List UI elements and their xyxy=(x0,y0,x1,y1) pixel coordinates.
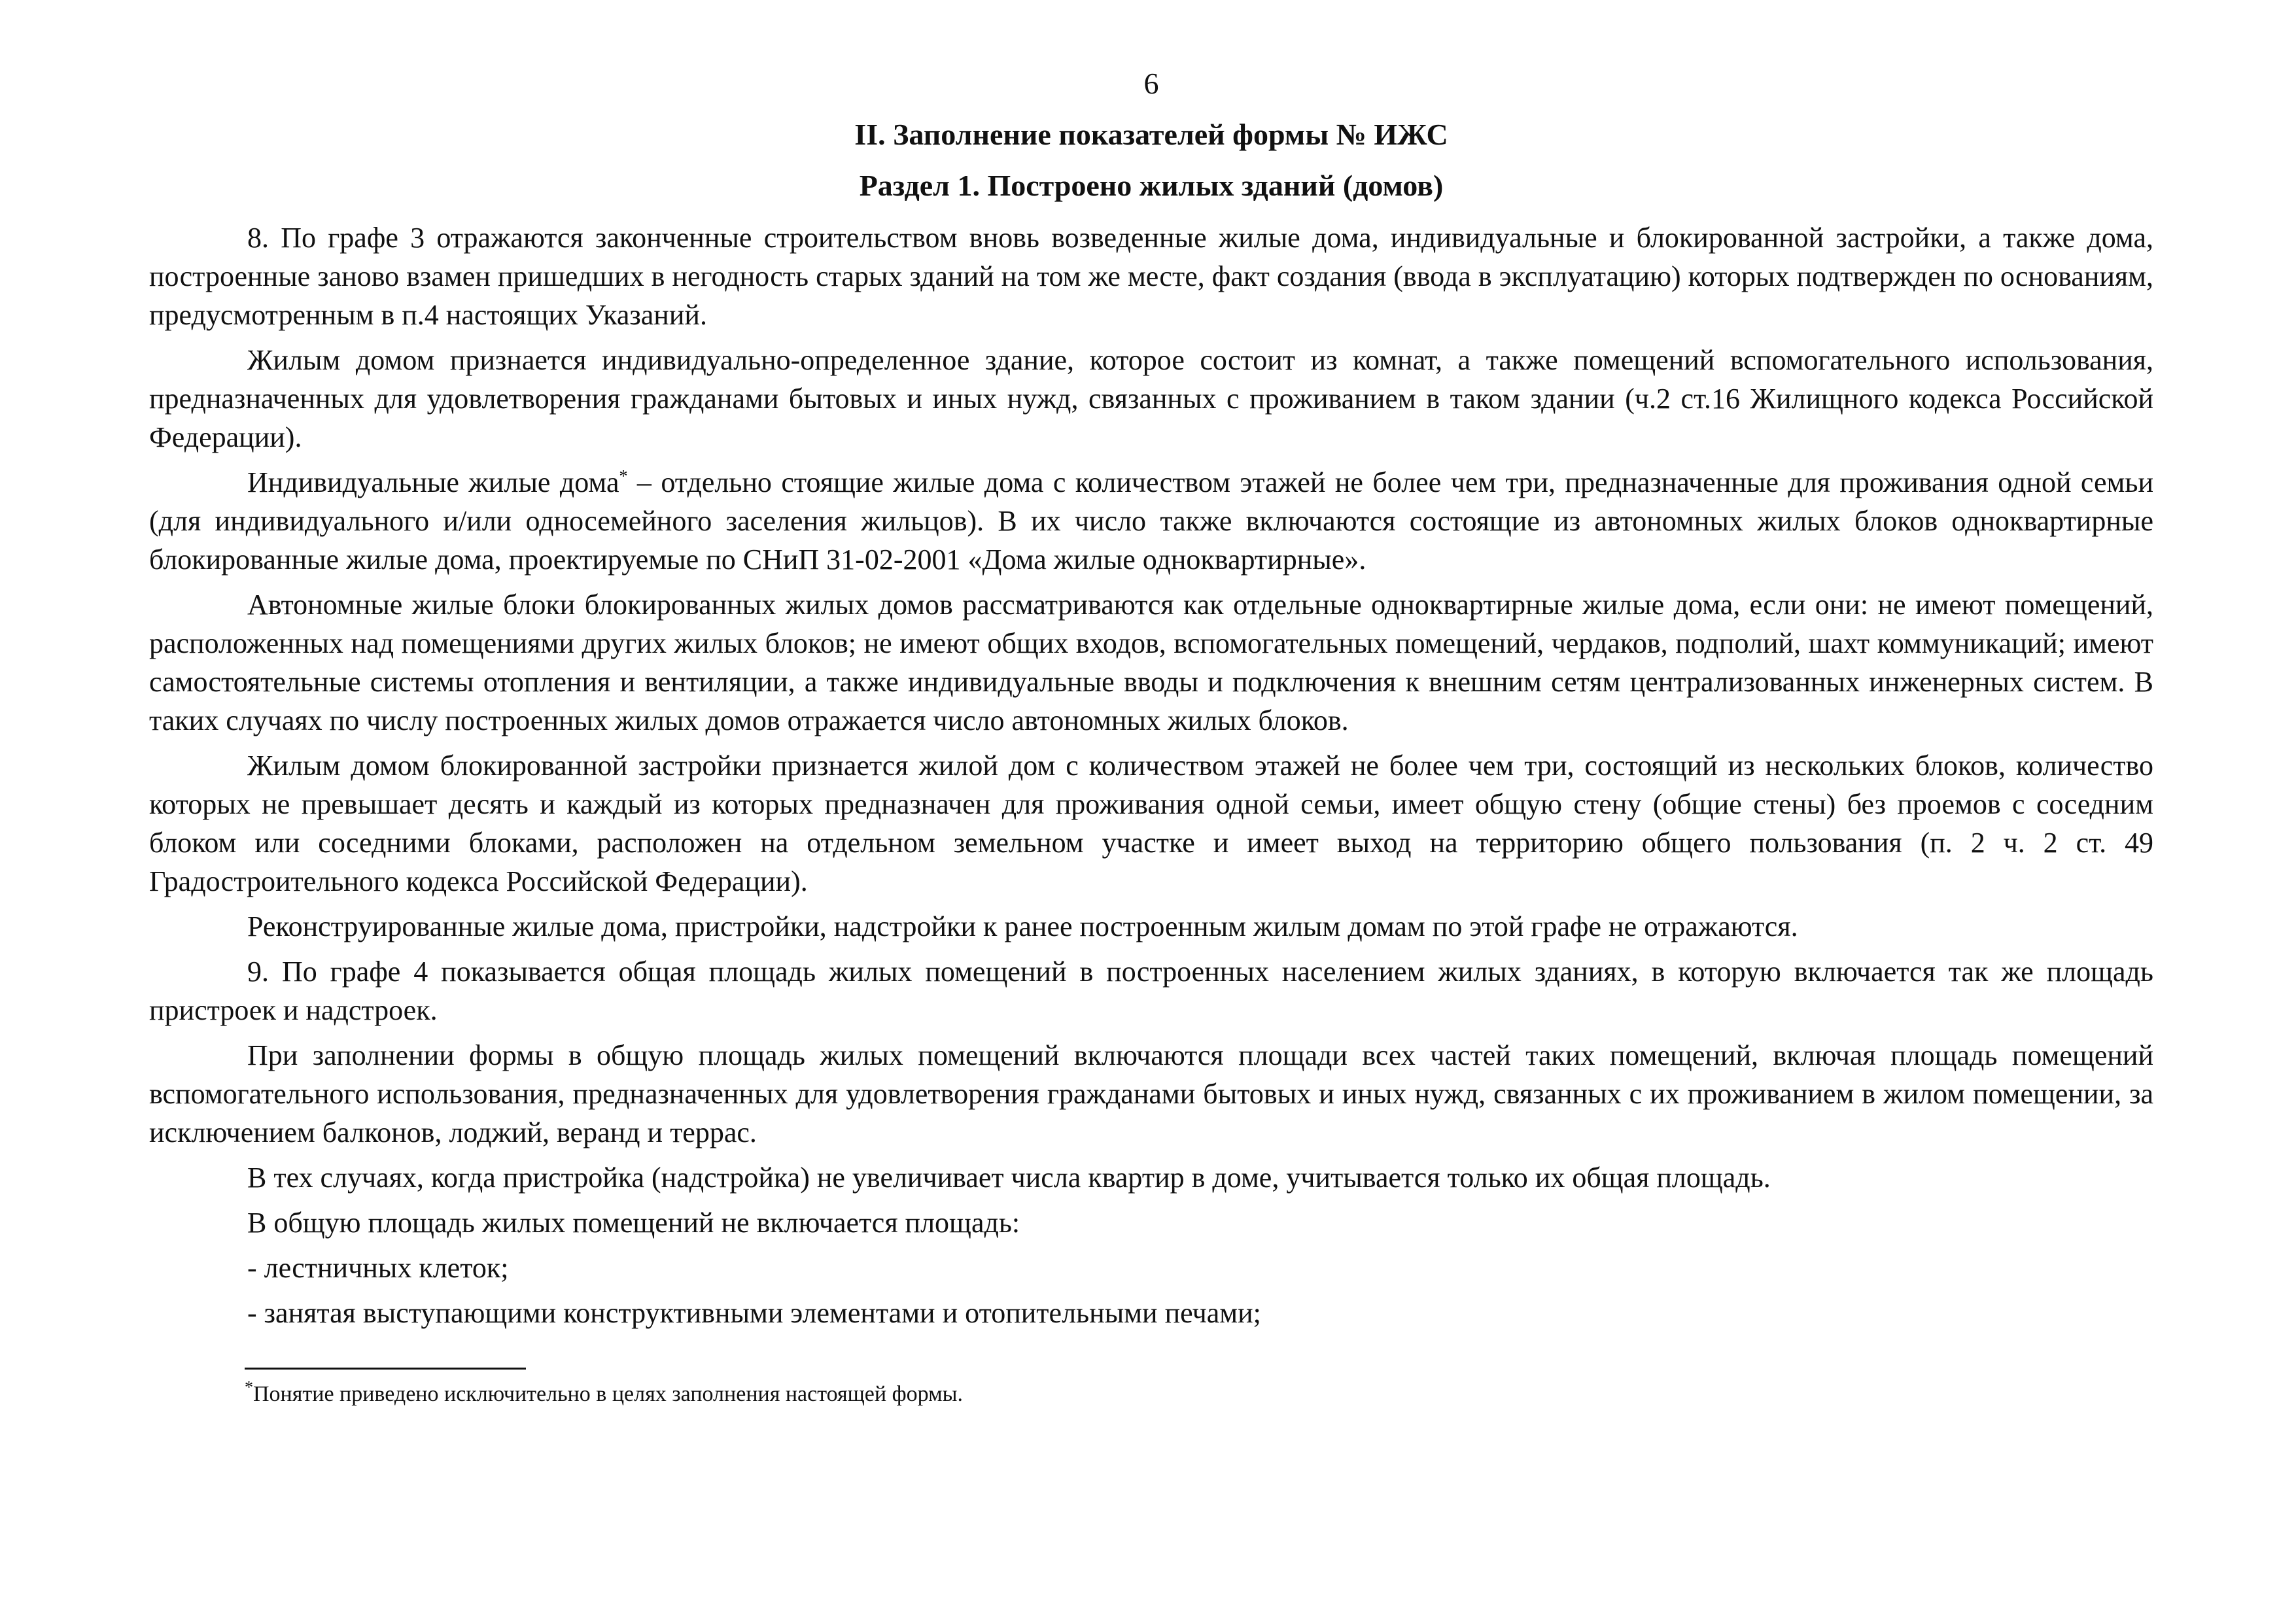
paragraph-individual-term: Индивидуальные жилые дома xyxy=(247,466,619,498)
footnote-separator xyxy=(245,1368,526,1370)
body-text xyxy=(149,218,2153,1332)
list-item-stairwells: - лестничных клеток; xyxy=(247,1252,509,1284)
list-item-structural-elements: - занятая выступающими конструктивными элементами и отопительными печами; xyxy=(247,1297,1261,1329)
page-number: 6 xyxy=(1143,67,1159,100)
section-title: II. Заполнение показателей формы № ИЖС xyxy=(854,118,1448,151)
paragraph-extension: В тех случаях, когда пристройка (надстройка) не увеличивает числа квартир в доме, учитывается только их общая площадь. xyxy=(247,1162,1771,1194)
document-page xyxy=(149,65,2153,1409)
paragraph-individual-definition: – отдельно стоящие жилые дома с количеством этажей не более чем три, предназначенные для проживания одной семьи (для индивидуального и/или односемейного заселения жильцов). В их число также включаются состоящие из автономных жилых блоков одноквартирные блокированные жилые дома, проектируемые по СНиП 31-02-2001 «Дома жилые одноквартирные». xyxy=(149,466,2153,576)
paragraph-item-8: 8. По графе 3 отражаются законченные строительством вновь возведенные жилые дома, индивидуальные и блокированной застройки, а также дома, построенные заново взамен пришедших в негодность старых зданий на том же месте, факт создания (ввода в эксплуатацию) которых подтвержден по основаниям, предусмотренным в п.4 настоящих Указаний. xyxy=(149,222,2153,331)
footnote-reference: * xyxy=(619,466,628,486)
footnote-text: Понятие приведено исключительно в целях заполнения настоящей формы. xyxy=(253,1382,963,1406)
paragraph-total-area: При заполнении формы в общую площадь жилых помещений включаются площади всех частей таких помещений, включая площадь помещений вспомогательного использования, предназначенных для удовлетворения гражданами бытовых и иных нужд, связанных с их проживанием в жилом помещении, за исключением балконов, лоджий, веранд и террас. xyxy=(149,1039,2153,1148)
paragraph-blocked-houses: Жилым домом блокированной застройки признается жилой дом с количеством этажей не более чем три, состоящий из нескольких блоков, количество которых не превышает десять и каждый из которых предназначен для проживания одной семьи, имеет общую стену (общие стены) без проемов с соседним блоком или соседними блоками, расположен на отдельном земельном участке и имеет выход на территорию общего пользования (п. 2 ч. 2 ст. 49 Градостроительного кодекса Российской Федерации). xyxy=(149,750,2153,897)
subsection-title: Раздел 1. Построено жилых зданий (домов) xyxy=(859,169,1444,202)
paragraph-individual-houses xyxy=(149,463,2153,579)
paragraph-residential-house: Жилым домом признается индивидуально-определенное здание, которое состоит из комнат, а также помещений вспомогательного использования, предназначенных для удовлетворения гражданами бытовых и иных нужд, связанных с проживанием в таком здании (ч.2 ст.16 Жилищного кодекса Российской Федерации). xyxy=(149,344,2153,453)
paragraph-reconstructed: Реконструированные жилые дома, пристройки, надстройки к ранее построенным жилым домам по этой графе не отражаются. xyxy=(247,910,1798,942)
paragraph-autonomous-blocks: Автономные жилые блоки блокированных жилых домов рассматриваются как отдельные одноквартирные жилые дома, если они: не имеют помещений, расположенных над помещениями других жилых блоков; не имеют общих входов, вспомогательных помещений, чердаков, подполий, шахт коммуникаций; имеют самостоятельные системы отопления и вентиляции, а также индивидуальные вводы и подключения к внешним сетям централизованных инженерных систем. В таких случаях по числу построенных жилых домов отражается число автономных жилых блоков. xyxy=(149,589,2153,736)
footnote xyxy=(245,1377,2153,1409)
footnote-mark: * xyxy=(245,1377,253,1397)
paragraph-excluded-intro: В общую площадь жилых помещений не включается площадь: xyxy=(247,1207,1020,1239)
paragraph-item-9: 9. По графе 4 показывается общая площадь жилых помещений в построенных населением жилых зданиях, в которую включается так же площадь пристроек и надстроек. xyxy=(149,956,2153,1026)
